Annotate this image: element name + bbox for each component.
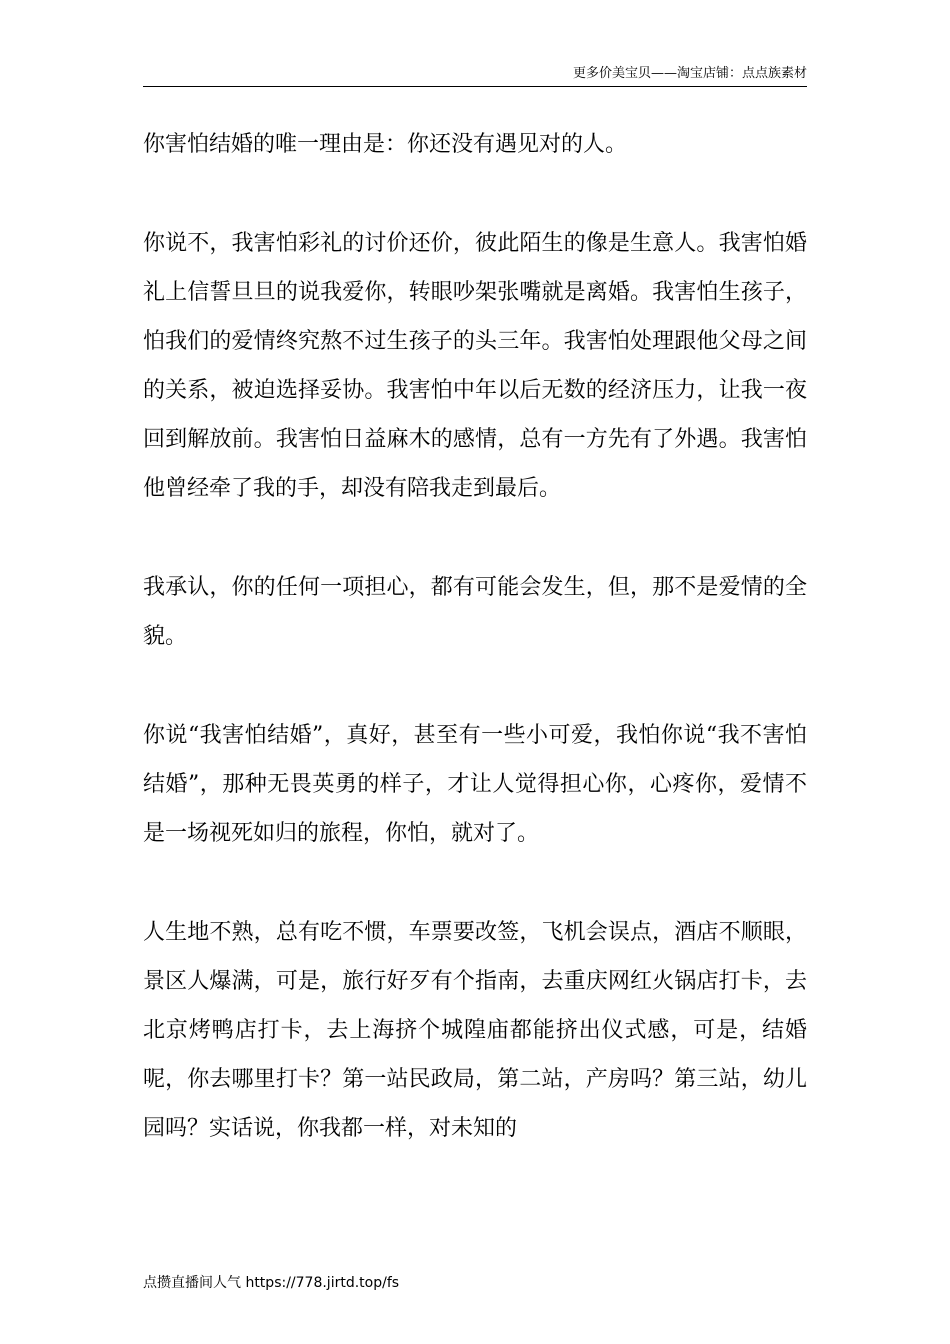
paragraph-2: 你说不，我害怕彩礼的讨价还价，彼此陌生的像是生意人。我害怕婚礼上信誓旦旦的说我爱你，转眼吵架张嘴就是离婚。我害怕生孩子，怕我们的爱情终究熬不过生孩子的头三年。我害怕处理跟他父母之间的关系，被迫选择妥协。我害怕中年以后无数的经济压力，让我一夜回到解放前。我害怕日益麻木的感情，总有一方先有了外遇。我害怕他曾经牵了我的手，却没有陪我走到最后。 — [143, 231, 807, 501]
article-body — [143, 120, 807, 1203]
paragraph-3: 我承认，你的任何一项担心，都有可能会发生，但，那不是爱情的全貌。 — [143, 575, 807, 649]
paragraph-1: 你害怕结婚的唯一理由是：你还没有遇见对的人。 — [143, 132, 628, 157]
page-footer-link[interactable]: 点攒直播间人气 https://778.jirtd.top/fs — [143, 1275, 400, 1291]
page-header-text: 更多价美宝贝——淘宝店铺：点点族素材 — [572, 66, 807, 81]
paragraph-4: 你说“我害怕结婚”，真好，甚至有一些小可爱，我怕你说“我不害怕结婚”，那种无畏英勇的样子，才让人觉得担心你，心疼你，爱情不是一场视死如归的旅程，你怕，就对了。 — [143, 723, 807, 846]
paragraph-5: 人生地不熟，总有吃不惯，车票要改签，飞机会误点，酒店不顺眼，景区人爆满，可是，旅行好歹有个指南，去重庆网红火锅店打卡，去北京烤鸭店打卡，去上海挤个城隍庙都能挤出仪式感，可是，结婚呢，你去哪里打卡？第一站民政局，第二站，产房吗？第三站，幼儿园吗？实话说，你我都一样，对未知的 — [143, 920, 807, 1141]
header-divider — [143, 86, 807, 87]
